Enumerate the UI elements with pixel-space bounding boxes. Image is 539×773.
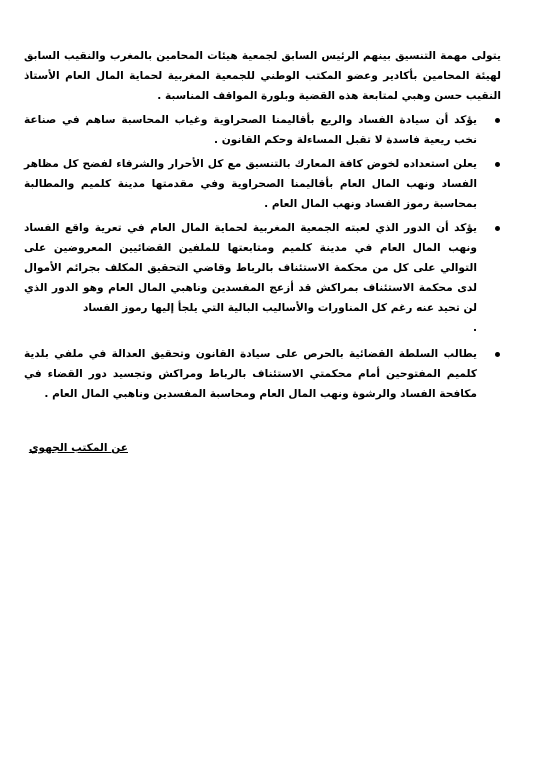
bullet-icon <box>495 162 500 167</box>
bullet-icon <box>495 352 500 357</box>
list-item <box>24 154 501 214</box>
list-item-text: يؤكد أن الدور الذي لعبته الجمعية المغربية لحماية المال العام في تعرية واقع الفساد ونهب المال العام في مدينة كلميم ومتابعتها للملفين القضائيين المعروضين على التوالي على كل من محكمة الاستئناف بالرباط وقاضي التحقيق المكلف بجرائم الأموال لدى محكمة الاستئناف بمراكش قد أزعج المفسدين وناهبي المال العام وهو الدور الذي لن تحيد عنه رغم كل المناورات والأساليب البالية التي يلجأ إليها رموز الفساد <box>24 222 477 314</box>
bullet-icon <box>495 226 500 231</box>
list-item-text: يطالب السلطة القضائية بالحرص على سيادة القانون وتحقيق العدالة في ملفي بلدية كلميم المفتوحين أمام محكمتي الاستئناف بالرباط ومراكش وتجسيد دور القضاء في مكافحة الفساد والرشوة ونهب المال العام ومحاسبة المفسدين وناهبي المال العام . <box>24 348 477 400</box>
list-item <box>24 344 501 404</box>
document-body <box>24 46 501 408</box>
list-item-text: يعلن استعداده لخوض كافة المعارك بالتنسيق مع كل الأحرار والشرفاء لفضح كل مظاهر الفساد ونهب المال العام بأقاليمنا الصحراوية وفي مقدمتها مدينة كلميم والمطالبة بمحاسبة رموز الفساد ونهب المال العام . <box>24 158 477 210</box>
bullet-icon <box>495 118 500 123</box>
intro-paragraph: يتولى مهمة التنسيق بينهم الرئيس السابق لجمعية هيئات المحامين بالمغرب والنقيب السابق لهيئة المحامين بأكادير وعضو المكتب الوطني للجمعية المغربية لحماية المال العام الأستاذ النقيب حسن وهبي لمتابعة هذه القضية وبلورة المواقف المناسبة . <box>24 50 501 102</box>
list-item-text: يؤكد أن سيادة الفساد والريع بأقاليمنا الصحراوية وغياب المحاسبة ساهم في صناعة نخب ريعية فاسدة لا تقبل المساءلة وحكم القانون . <box>24 114 477 146</box>
list-item <box>24 218 501 338</box>
statement-list <box>24 110 501 404</box>
trailing-period: . <box>472 322 477 334</box>
list-item <box>24 110 501 150</box>
signature-line: عن المكتب الجهوي <box>28 442 128 454</box>
